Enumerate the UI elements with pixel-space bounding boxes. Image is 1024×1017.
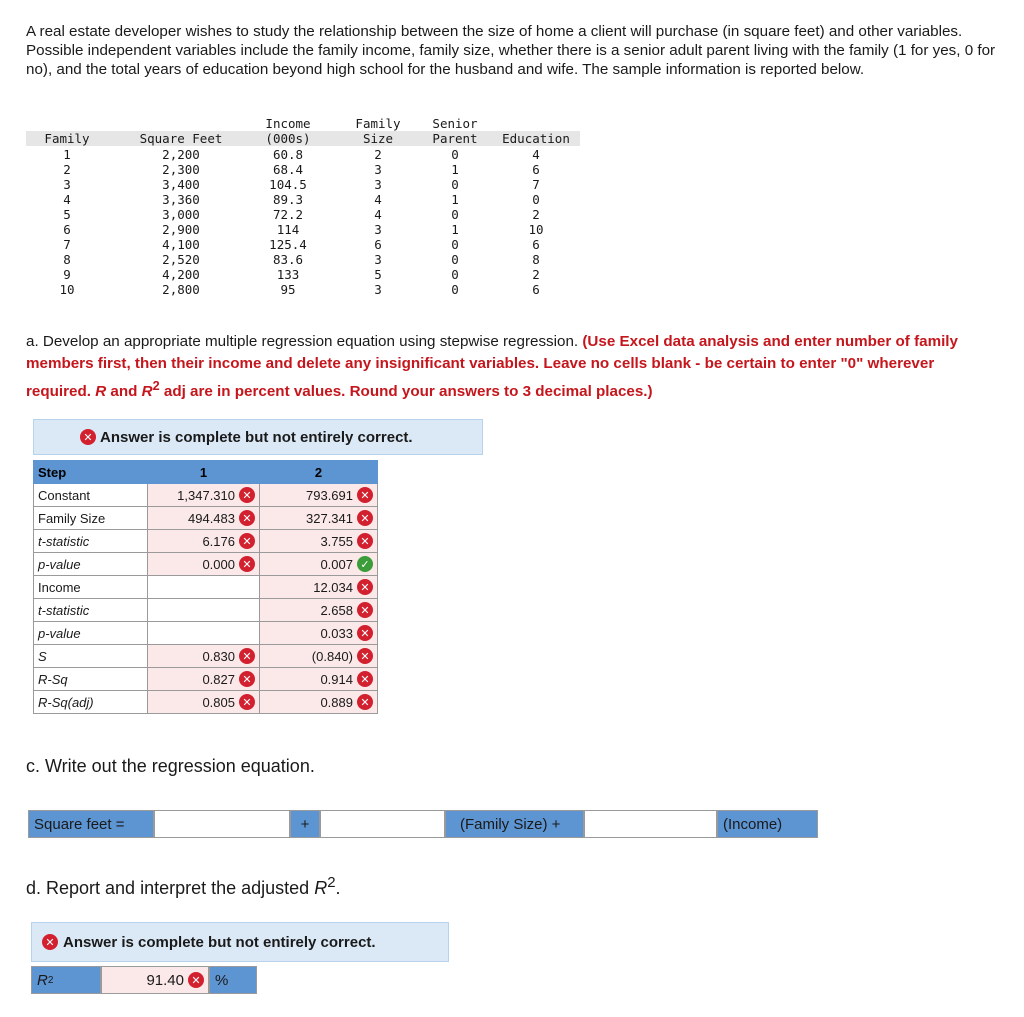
data-cell: 3	[374, 162, 382, 177]
problem-statement: A real estate developer wishes to study the relationship between the size of home a client will purchase (in square feet) and other variables. Possible independent variables include the family income, family size, whether there is a senior adult parent living with the family (1 for yes, 0 for no), and the total years of education beyond high school for the husband and wife. The sample information is reported below.	[26, 23, 996, 78]
answer-value: 2.658	[320, 602, 353, 618]
header-sqft: Square Feet	[139, 131, 223, 146]
incorrect-icon: ✕	[357, 579, 373, 595]
steps-row	[34, 553, 378, 576]
incorrect-icon: ✕	[42, 934, 58, 950]
banner-a-text: Answer is complete but not entirely correct.	[100, 428, 413, 446]
data-cell: 0	[451, 267, 459, 282]
answer-value: 3.755	[320, 533, 353, 549]
answer-value: 793.691	[306, 487, 353, 503]
header-income-line2: (000s)	[265, 131, 311, 146]
step-1-answer-cell[interactable]	[148, 668, 260, 691]
incorrect-icon: ✕	[357, 648, 373, 664]
incorrect-icon: ✕	[357, 533, 373, 549]
incorrect-icon: ✕	[357, 510, 373, 526]
incorrect-icon: ✕	[239, 671, 255, 687]
data-table-row	[26, 192, 586, 207]
stepwise-results-table	[33, 460, 378, 714]
answer-value: 0.889	[320, 694, 353, 710]
row-label: R-Sq(adj)	[34, 691, 148, 714]
data-cell: 2,200	[162, 147, 200, 162]
step-1-answer-cell[interactable]	[148, 507, 260, 530]
data-cell: 6	[374, 237, 382, 252]
r2-superscript: 2	[152, 379, 160, 393]
row-label: R-Sq	[34, 668, 148, 691]
answer-value: 0.805	[202, 694, 235, 710]
step-2-answer-cell[interactable]	[260, 553, 378, 576]
data-cell: 0	[451, 282, 459, 297]
step-2-answer-cell[interactable]	[260, 668, 378, 691]
header-size-line1: Family	[355, 116, 401, 131]
incorrect-icon: ✕	[239, 533, 255, 549]
header-senior-line1: Senior	[432, 116, 478, 131]
data-table-row	[26, 267, 586, 282]
data-cell: 5	[374, 267, 382, 282]
steps-row	[34, 645, 378, 668]
data-cell: 7	[532, 177, 540, 192]
answer-value: 0.914	[320, 671, 353, 687]
r-symbol: R	[95, 383, 107, 401]
data-cell: 4,200	[162, 267, 200, 282]
data-cell: 3,360	[162, 192, 200, 207]
data-cell: 3	[374, 252, 382, 267]
data-cell: 2,800	[162, 282, 200, 297]
data-cell: 7	[63, 237, 71, 252]
steps-row	[34, 622, 378, 645]
answer-status-banner-a	[33, 419, 483, 455]
data-table-row	[26, 162, 586, 177]
data-table-header-row-1	[26, 116, 586, 131]
header-size-line2: Size	[362, 131, 394, 146]
step-2-answer-cell[interactable]	[260, 530, 378, 553]
steps-row	[34, 576, 378, 599]
data-cell: 6	[63, 222, 71, 237]
step-1-answer-cell[interactable]	[148, 622, 260, 645]
data-cell: 3	[63, 177, 71, 192]
question-a	[26, 331, 1001, 403]
data-cell: 83.6	[272, 252, 304, 267]
data-cell: 3,000	[162, 207, 200, 222]
plus-label: +	[290, 810, 320, 838]
incorrect-icon: ✕	[239, 556, 255, 572]
step-2-answer-cell[interactable]	[260, 599, 378, 622]
r2-value: 91.40	[146, 971, 184, 989]
answer-value: 327.341	[306, 510, 353, 526]
data-cell: 60.8	[272, 147, 304, 162]
header-step-1: 1	[148, 461, 260, 484]
data-cell: 6	[532, 282, 540, 297]
step-1-answer-cell[interactable]	[148, 691, 260, 714]
data-cell: 1	[63, 147, 71, 162]
data-cell: 3	[374, 222, 382, 237]
question-c: c. Write out the regression equation.	[26, 756, 315, 776]
answer-value: 0.007	[320, 556, 353, 572]
data-table-row	[26, 237, 586, 252]
data-cell: 4	[374, 192, 382, 207]
data-cell: 2	[532, 267, 540, 282]
steps-row	[34, 691, 378, 714]
steps-row	[34, 668, 378, 691]
incorrect-icon: ✕	[357, 694, 373, 710]
data-cell: 6	[532, 237, 540, 252]
data-cell: 0	[451, 252, 459, 267]
row-label: p-value	[34, 553, 148, 576]
data-cell: 10	[59, 282, 75, 297]
header-education: Education	[502, 131, 570, 146]
data-cell: 8	[63, 252, 71, 267]
header-step: Step	[34, 461, 148, 484]
header-income-line1: Income	[265, 116, 311, 131]
row-label: t-statistic	[34, 599, 148, 622]
equation-lhs-label: Square feet =	[28, 810, 154, 838]
step-1-answer-cell[interactable]	[148, 530, 260, 553]
r2-label: R 2	[31, 966, 101, 994]
incorrect-icon: ✕	[239, 648, 255, 664]
data-cell: 0	[451, 147, 459, 162]
question-a-prefix: a. Develop an appropriate multiple regression equation using stepwise regression.	[26, 333, 583, 350]
question-d-text: d. Report and interpret the adjusted	[26, 878, 315, 898]
data-cell: 4	[374, 207, 382, 222]
data-cell: 0	[532, 192, 540, 207]
data-cell: 4	[63, 192, 71, 207]
row-label: Income	[34, 576, 148, 599]
step-1-answer-cell[interactable]	[148, 553, 260, 576]
data-cell: 114	[276, 222, 300, 237]
row-label: Family Size	[34, 507, 148, 530]
data-cell: 1	[451, 162, 459, 177]
answer-value: 0.827	[202, 671, 235, 687]
data-table-row	[26, 252, 586, 267]
data-cell: 2,520	[162, 252, 200, 267]
correct-icon: ✓	[357, 556, 373, 572]
steps-row	[34, 530, 378, 553]
constant-input[interactable]	[154, 810, 290, 838]
header-senior-line2: Parent	[432, 131, 478, 146]
data-cell: 3	[374, 177, 382, 192]
incorrect-icon: ✕	[357, 487, 373, 503]
steps-row	[34, 484, 378, 507]
data-cell: 0	[451, 177, 459, 192]
data-cell: 95	[280, 282, 296, 297]
family-size-coef-input[interactable]	[320, 810, 445, 838]
step-2-answer-cell[interactable]	[260, 484, 378, 507]
question-d: d. Report and interpret the adjusted $R^2$.	[26, 874, 341, 898]
data-cell: 3	[374, 282, 382, 297]
header-step-2: 2	[260, 461, 378, 484]
data-table-row	[26, 207, 586, 222]
incorrect-icon: ✕	[80, 429, 96, 445]
data-cell: 9	[63, 267, 71, 282]
row-label: S	[34, 645, 148, 668]
data-cell: 133	[276, 267, 300, 282]
row-label: p-value	[34, 622, 148, 645]
incorrect-icon: ✕	[188, 972, 204, 988]
question-d-sup: 2	[327, 874, 336, 891]
data-cell: 125.4	[269, 237, 307, 252]
answer-status-banner-d	[31, 922, 449, 962]
incorrect-icon: ✕	[239, 487, 255, 503]
data-table-row	[26, 177, 586, 192]
incorrect-icon: ✕	[357, 625, 373, 641]
data-cell: 2	[532, 207, 540, 222]
answer-value: 12.034	[313, 579, 353, 595]
incorrect-icon: ✕	[357, 671, 373, 687]
data-cell: 2	[374, 147, 382, 162]
r2-symbol: R	[141, 383, 153, 401]
r2-value-input[interactable]	[101, 966, 209, 994]
data-cell: 68.4	[272, 162, 304, 177]
data-cell: 3,400	[162, 177, 200, 192]
data-cell: 8	[532, 252, 540, 267]
answer-value: 1,347.310	[177, 487, 235, 503]
data-cell: 2,300	[162, 162, 200, 177]
data-cell: 10	[528, 222, 544, 237]
step-1-answer-cell[interactable]	[148, 576, 260, 599]
income-coef-input[interactable]	[584, 810, 717, 838]
family-size-term-label: (Family Size) +	[445, 810, 584, 838]
question-a-instruction-2: adj are in percent values. Round your answers to 3 decimal places.)	[159, 383, 653, 401]
data-cell: 72.2	[272, 207, 304, 222]
row-label: Constant	[34, 484, 148, 507]
data-cell: 0	[451, 237, 459, 252]
incorrect-icon: ✕	[239, 510, 255, 526]
data-table-row	[26, 147, 586, 162]
data-table-header-row-2	[26, 131, 580, 146]
r2-unit-label: %	[209, 966, 257, 994]
data-cell: 2	[63, 162, 71, 177]
data-cell: 89.3	[272, 192, 304, 207]
data-cell: 1	[451, 192, 459, 207]
and-word: and	[106, 383, 142, 401]
banner-d-text: Answer is complete but not entirely correct.	[63, 933, 376, 951]
step-2-answer-cell[interactable]	[260, 645, 378, 668]
question-d-r: R	[314, 878, 328, 898]
question-a-instruction-1: (Use Excel data analysis and enter number of family members first, then their income and delete any insignificant variables. Leave no cells blank - be certain to enter "0" wherever required.	[26, 333, 958, 401]
answer-value: 0.000	[202, 556, 235, 572]
data-cell: 4,100	[162, 237, 200, 252]
step-1-answer-cell[interactable]	[148, 645, 260, 668]
header-family: Family	[44, 131, 90, 146]
row-label: t-statistic	[34, 530, 148, 553]
answer-value: 0.830	[202, 648, 235, 664]
answer-value: 494.483	[188, 510, 235, 526]
data-cell: 104.5	[269, 177, 307, 192]
incorrect-icon: ✕	[357, 602, 373, 618]
steps-row	[34, 507, 378, 530]
data-cell: 2,900	[162, 222, 200, 237]
answer-value: (0.840)	[311, 648, 353, 664]
data-cell: 1	[451, 222, 459, 237]
data-cell: 0	[451, 207, 459, 222]
data-table-row	[26, 222, 586, 237]
answer-value: 0.033	[320, 625, 353, 641]
steps-row	[34, 599, 378, 622]
data-cell: 4	[532, 147, 540, 162]
steps-header-row	[34, 461, 378, 484]
data-table-row	[26, 282, 586, 297]
incorrect-icon: ✕	[239, 694, 255, 710]
step-2-answer-cell[interactable]	[260, 507, 378, 530]
data-cell: 5	[63, 207, 71, 222]
step-2-answer-cell[interactable]	[260, 691, 378, 714]
answer-value: 6.176	[202, 533, 235, 549]
step-1-answer-cell[interactable]	[148, 484, 260, 507]
step-2-answer-cell[interactable]	[260, 576, 378, 599]
step-2-answer-cell[interactable]	[260, 622, 378, 645]
income-term-label: (Income)	[717, 810, 818, 838]
step-1-answer-cell[interactable]	[148, 599, 260, 622]
data-cell: 6	[532, 162, 540, 177]
